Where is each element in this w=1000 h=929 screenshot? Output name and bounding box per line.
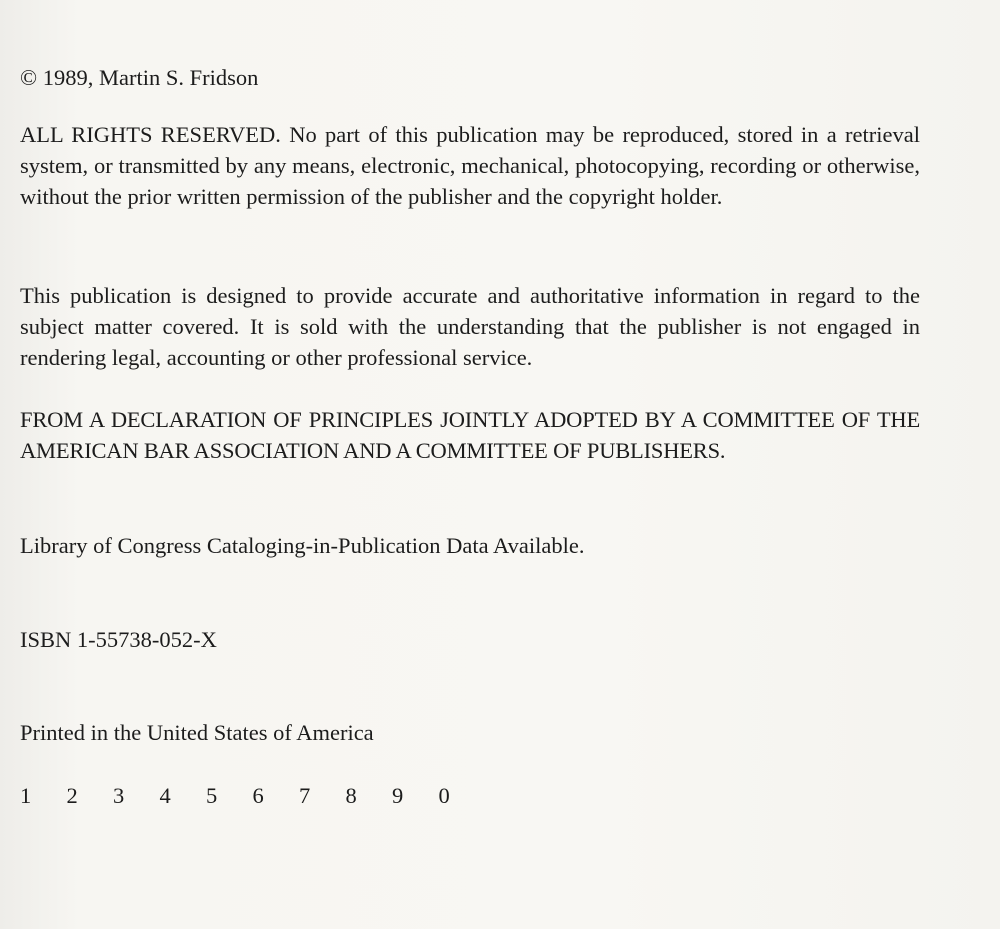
printing-number: 6 bbox=[252, 783, 264, 808]
printing-number: 1 bbox=[20, 783, 32, 808]
printing-number: 5 bbox=[206, 783, 218, 808]
printing-number: 0 bbox=[438, 783, 450, 808]
printing-number: 8 bbox=[345, 783, 357, 808]
printing-number: 7 bbox=[299, 783, 311, 808]
cip-data-line: Library of Congress Cataloging-in-Publication Data Available. bbox=[20, 533, 585, 558]
printing-number: 3 bbox=[113, 783, 125, 808]
isbn-line: ISBN 1-55738-052-X bbox=[20, 627, 217, 652]
printed-in-line: Printed in the United States of America bbox=[20, 720, 374, 745]
rights-reserved-paragraph: ALL RIGHTS RESERVED. No part of this publication may be reproduced, stored in a retrieval system, or transmitted by any means, electronic, mechanical, photocopying, recording or otherwise, without the prior written permission of the publisher and the copyright holder. bbox=[20, 122, 920, 209]
disclaimer-paragraph: This publication is designed to provide accurate and authoritative information in regard to the subject matter covered. It is sold with the understanding that the publisher is not engaged in rendering legal, accounting or other professional service. bbox=[20, 283, 920, 370]
printing-number-line bbox=[20, 780, 485, 811]
printing-number: 2 bbox=[66, 783, 78, 808]
copyright-notice: © 1989, Martin S. Fridson bbox=[20, 65, 259, 90]
printing-number: 4 bbox=[159, 783, 171, 808]
printing-number: 9 bbox=[392, 783, 404, 808]
declaration-paragraph: FROM A DECLARATION OF PRINCIPLES JOINTLY ADOPTED BY A COMMITTEE OF THE AMERICAN BAR ASSOCIATION AND A COMMITTEE OF PUBLISHERS. bbox=[20, 407, 920, 463]
